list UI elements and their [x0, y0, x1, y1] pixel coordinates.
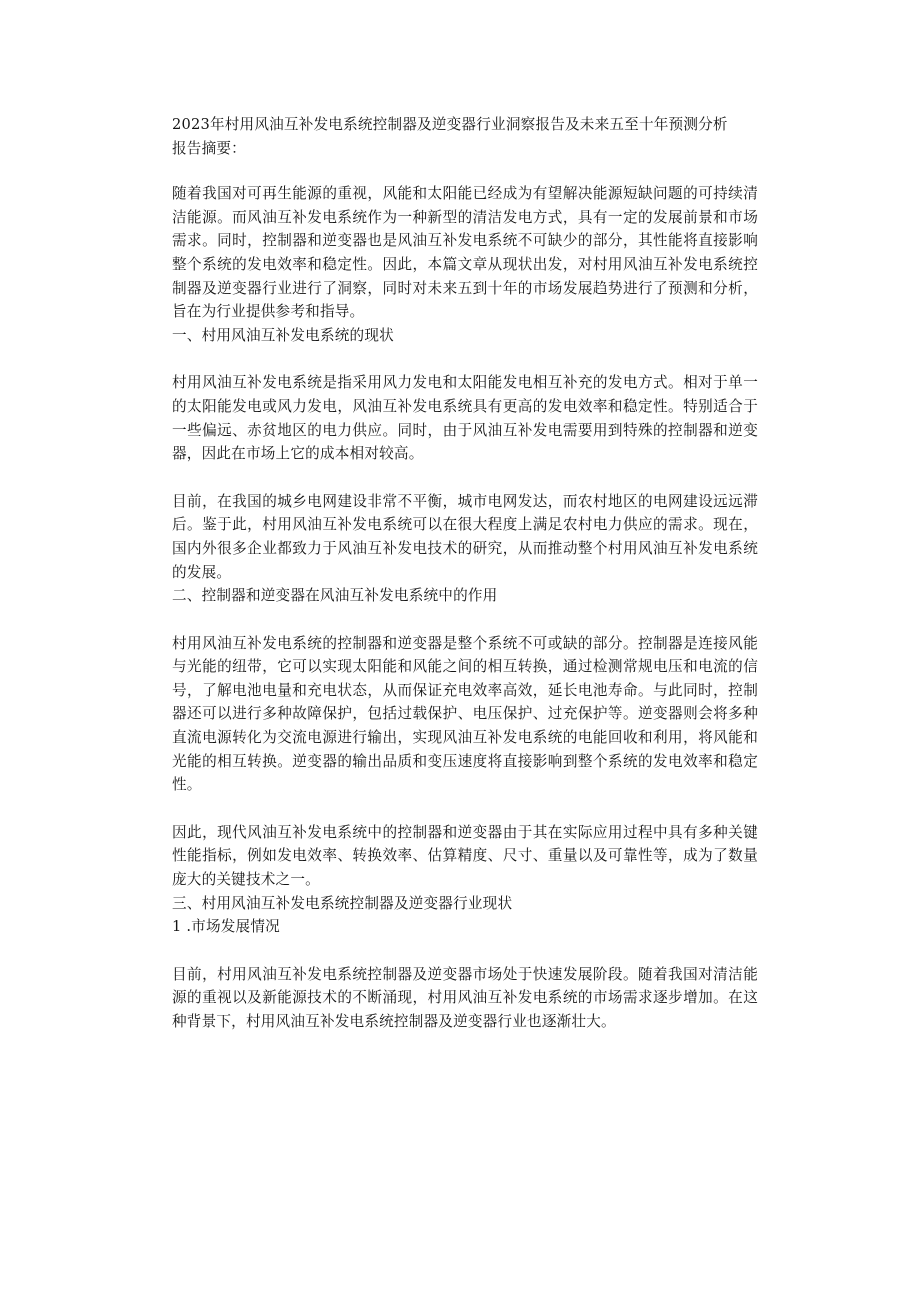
abstract-label: 报告摘要：: [172, 139, 246, 157]
document-title: 2023年村用风油互补发电系统控制器及逆变器行业洞察报告及未来五至十年预测分析: [172, 116, 728, 133]
section-3-heading: 三、村用风油互补发电系统控制器及逆变器行业现状: [172, 894, 513, 912]
section-2-paragraph-2: 因此，现代风油互补发电系统中的控制器和逆变器由于其在实际应用过程中具有多种关键性能指标，例如发电效率、转换效率、估算精度、尺寸、重量以及可靠性等，成为了数量庞大的关键技术之一。: [172, 823, 758, 889]
section-1-paragraph-1: 村用风油互补发电系统是指采用风力发电和太阳能发电相互补充的发电方式。相对于单一的太阳能发电或风力发电，风油互补发电系统具有更高的发电效率和稳定性。特别适合于一些偏远、赤贫地区的电力供应。同时，由于风油互补发电需要用到特殊的控制器和逆变器，因此在市场上它的成本相对较高。: [172, 374, 758, 463]
section-1-paragraph-2: 目前，在我国的城乡电网建设非常不平衡，城市电网发达，而农村地区的电网建设远远滞后。鉴于此，村用风油互补发电系统可以在很大程度上满足农村电力供应的需求。现在，国内外很多企业都致力于风油互补发电技术的研究，从而推动整个村用风油互补发电系统的发展。: [172, 492, 758, 581]
section-1-heading: 一、村用风油互补发电系统的现状: [172, 326, 394, 344]
intro-paragraph: 随着我国对可再生能源的重视，风能和太阳能已经成为有望解决能源短缺问题的可持续清洁能源。而风油互补发电系统作为一种新型的清洁发电方式，具有一定的发展前景和市场需求。同时，控制器和逆变器也是风油互补发电系统不可缺少的部分，其性能将直接影响整个系统的发电效率和稳定性。因此，本篇文章从现状出发，对村用风油互补发电系统控制器及逆变器行业进行了洞察，同时对未来五到十年的市场发展趋势进行了预测和分析，旨在为行业提供参考和指导。: [172, 185, 758, 321]
document-page: [172, 113, 758, 1034]
subsection-1-paragraph-1: 目前，村用风油互补发电系统控制器及逆变器市场处于快速发展阶段。随着我国对清洁能源的重视以及新能源技术的不断涌现，村用风油互补发电系统的市场需求逐步增加。在这种背景下，村用风油互补发电系统控制器及逆变器行业也逐渐壮大。: [172, 965, 758, 1030]
subsection-1-heading: 1 .市场发展情况: [172, 918, 280, 936]
section-2-heading: 二、控制器和逆变器在风油互补发电系统中的作用: [172, 587, 498, 605]
section-2-paragraph-1: 村用风油互补发电系统的控制器和逆变器是整个系统不可或缺的部分。控制器是连接风能与光能的纽带，它可以实现太阳能和风能之间的相互转换，通过检测常规电压和电流的信号，了解电池电量和充电状态，从而保证充电效率高效，延长电池寿命。与此同时，控制器还可以进行多种故障保护，包括过载保护、电压保护、过充保护等。逆变器则会将多种直流电源转化为交流电源进行输出，实现风油互补发电系统的电能回收和利用，将风能和光能的相互转换。逆变器的输出品质和变压速度将直接影响到整个系统的发电效率和稳定性。: [172, 634, 758, 794]
